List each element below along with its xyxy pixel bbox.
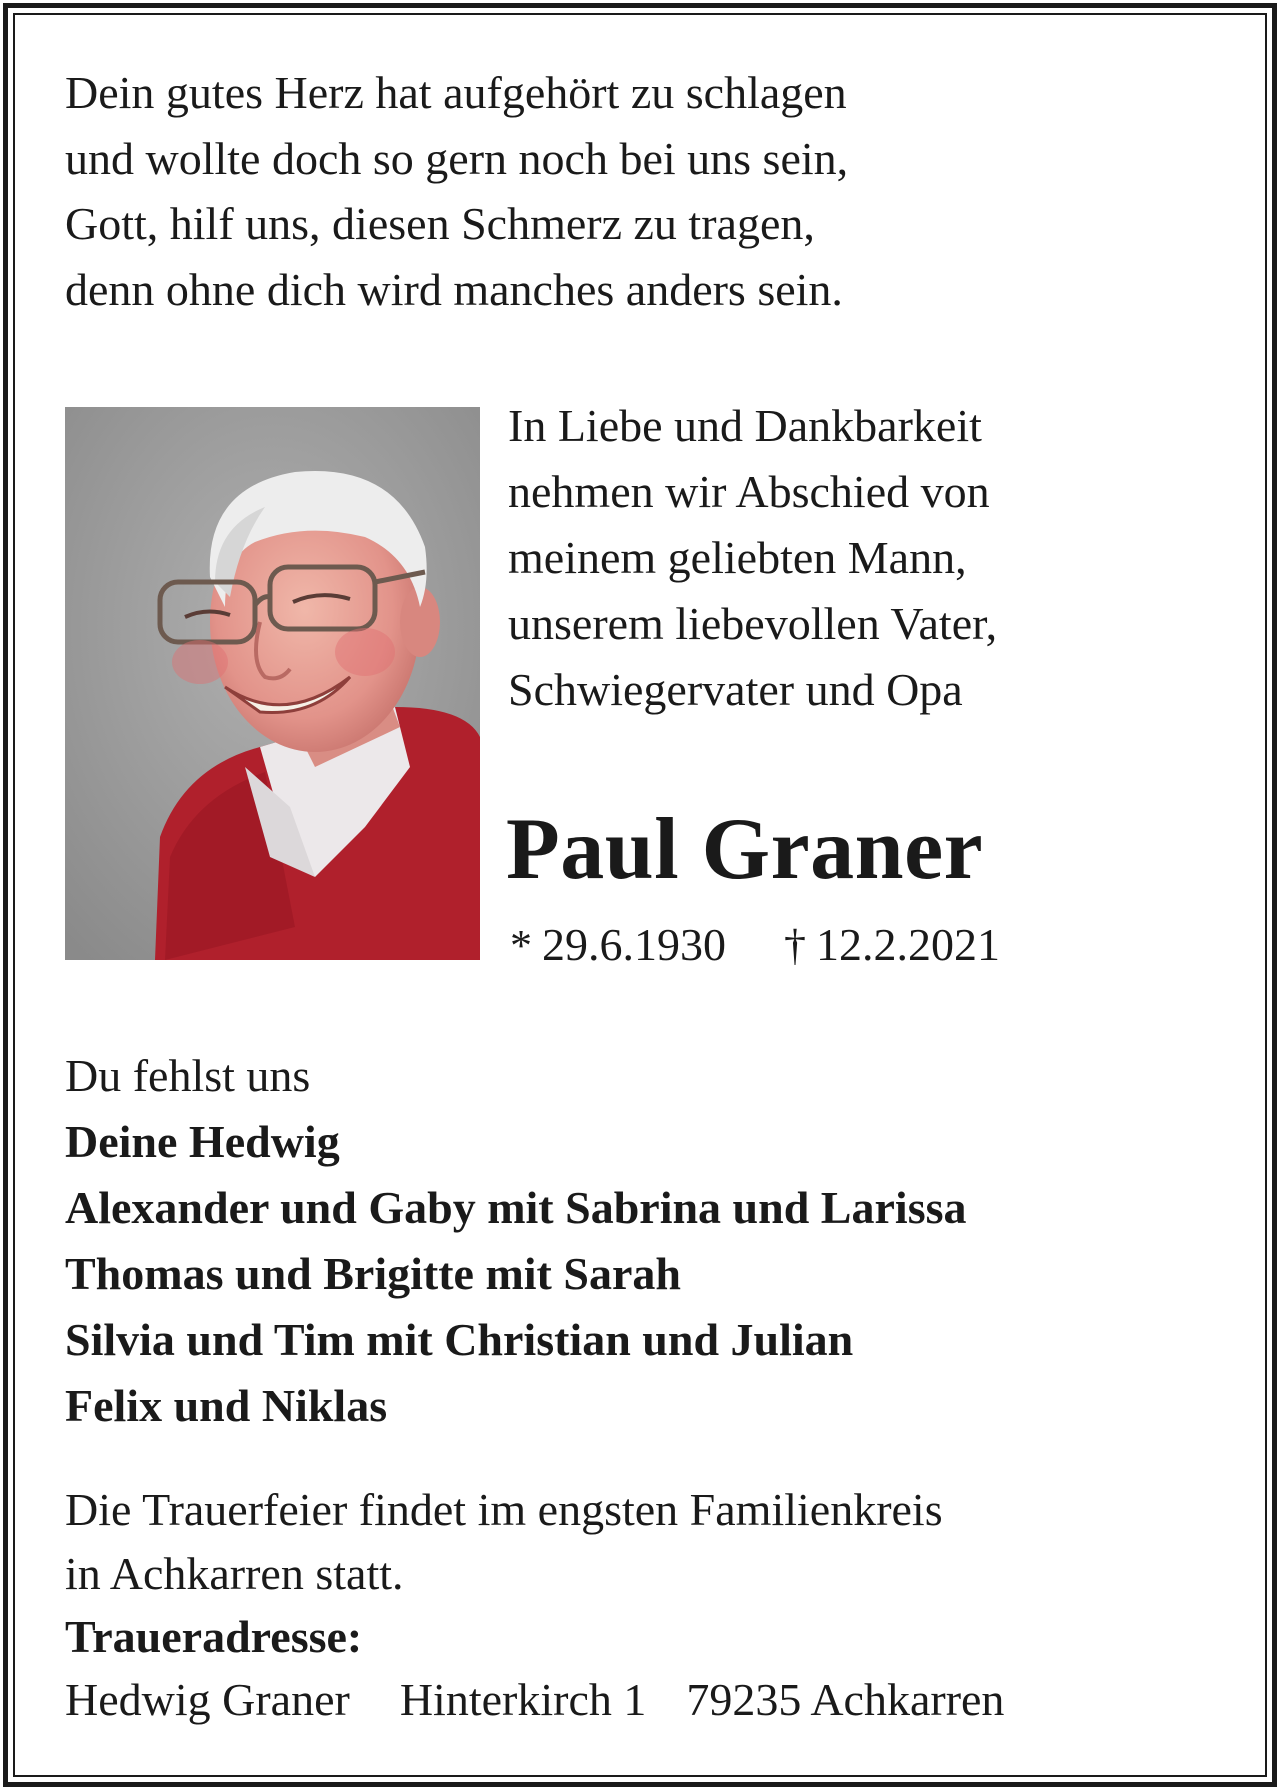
intro-line: Schwiegervater und Opa	[508, 664, 963, 715]
address-city: 79235 Achkarren	[686, 1674, 1005, 1725]
intro-line: nehmen wir Abschied von	[508, 466, 990, 517]
family-member: Silvia und Tim mit Christian und Julian	[65, 1314, 854, 1365]
deceased-name: Paul Graner	[506, 801, 984, 898]
poem-line: Dein gutes Herz hat aufgehört zu schlagen	[65, 67, 847, 118]
family-member: Deine Hedwig	[65, 1116, 340, 1167]
funeral-line: in Achkarren statt.	[65, 1548, 404, 1599]
intro-line: unserem liebevollen Vater,	[508, 598, 998, 649]
family-member: Alexander und Gaby mit Sabrina und Larissa	[65, 1182, 967, 1233]
death-cross-icon: †	[784, 921, 806, 970]
birth-star-icon: *	[510, 921, 532, 970]
death-date: 12.2.2021	[816, 919, 1000, 970]
poem-line: Gott, hilf uns, diesen Schmerz zu tragen,	[65, 198, 815, 249]
family-member: Felix und Niklas	[65, 1380, 388, 1431]
mourning-address	[65, 1668, 1004, 1732]
poem-line: und wollte doch so gern noch bei uns sein,	[65, 132, 849, 184]
funeral-info	[65, 1478, 1004, 1732]
family-member: Thomas und Brigitte mit Sarah	[65, 1248, 681, 1299]
farewell-intro	[508, 393, 997, 723]
portrait-illustration	[65, 407, 480, 960]
address-name: Hedwig Graner	[65, 1674, 350, 1725]
intro-line: In Liebe und Dankbarkeit	[508, 400, 982, 451]
portrait-photo	[65, 407, 480, 960]
family-signature	[65, 1043, 967, 1439]
address-label: Traueradresse:	[65, 1611, 363, 1662]
funeral-line: Die Trauerfeier findet im engsten Familienkreis	[65, 1484, 943, 1535]
family-intro: Du fehlst uns	[65, 1050, 311, 1101]
memorial-poem	[65, 60, 1215, 322]
intro-line: meinem geliebten Mann,	[508, 532, 967, 583]
address-street: Hinterkirch 1	[399, 1674, 647, 1725]
life-dates	[510, 915, 1000, 976]
poem-line: denn ohne dich wird manches anders sein.	[65, 263, 843, 315]
birth-date: 29.6.1930	[542, 919, 726, 970]
